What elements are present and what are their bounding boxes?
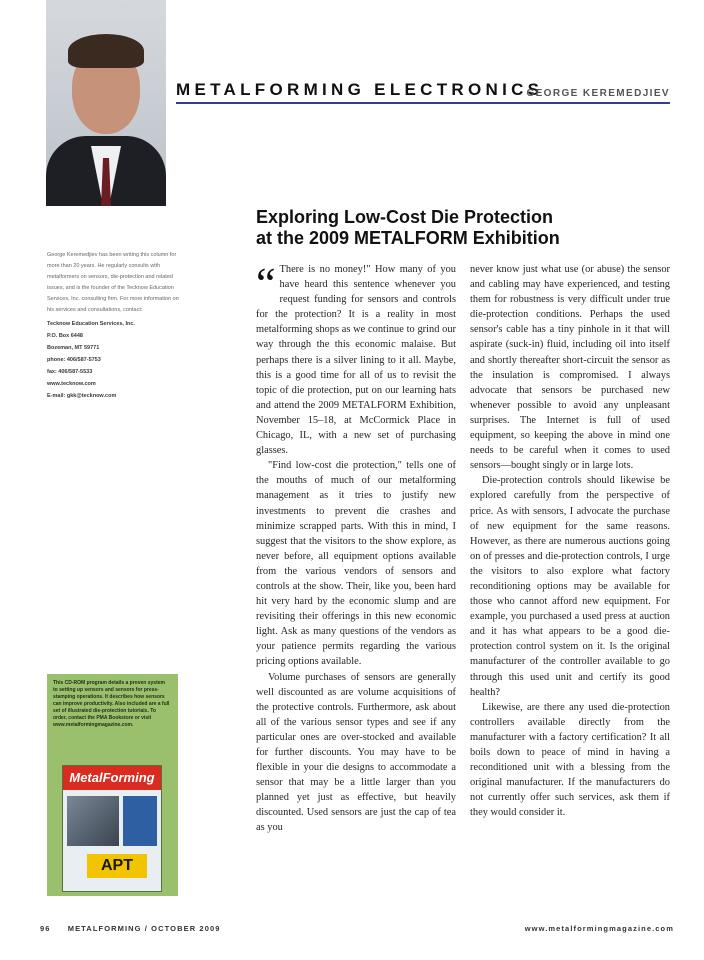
author-photo xyxy=(46,0,166,206)
article-column-1 xyxy=(256,259,456,836)
contact-city: Bozeman, MT 59771 xyxy=(47,345,100,351)
column-header xyxy=(176,76,670,104)
cover-logo: APT xyxy=(87,854,147,878)
page-number: 96 xyxy=(40,924,51,933)
footer-url-link[interactable]: www.metalformingmagazine.com xyxy=(524,924,674,933)
column-author: GEORGE KEREMEDJIEV xyxy=(526,88,670,99)
cover-block xyxy=(123,796,157,846)
bio-text: George Keremedjiev has been writing this column for more than 20 years. He regularly consults with metalformers on sensors, die-protection and related issues, and is the founder of the Tecknow Education Services, Inc. consulting firm. For more information on his services and consultations, contact: xyxy=(47,252,179,313)
paragraph: “ There is no money!" How many of you have heard this sentence whenever you request funding for sensors and controls for the protection? It is a reality in most metalforming shops as we continue to grind our way through the this economic malaise. But perhaps there is a silver lining to it all. Maybe, this is a good time for all of us to revisit the topic of die protection, put on our learning hats and attend the 2009 METALFORM Exhibition, November 15–18, at McCormick Place in Chicago, IL, with a new set of purchasing glasses. xyxy=(256,259,456,457)
drop-cap-quote: “ xyxy=(256,259,276,308)
headline-line-2: at the 2009 METALFORM Exhibition xyxy=(256,228,560,248)
publication-info: METALFORMING / OCTOBER 2009 xyxy=(67,924,221,933)
article-headline xyxy=(256,207,676,249)
contact-fax: fax: 406/587-5533 xyxy=(47,369,93,375)
cover-masthead: MetalForming xyxy=(63,766,161,790)
contact-company: Tecknow Education Services, Inc. xyxy=(47,321,135,327)
magazine-cover-image xyxy=(62,765,162,892)
article-column-2 xyxy=(470,262,670,820)
page-footer xyxy=(0,924,704,938)
paragraph: Likewise, are there any used die-protection controllers available directly from the manufacturer with a factory certification? It all boils down to peace of mind in having a reconditioned unit with a blessing from the original manufacturer. If the manufacturers do not currently offer such services, ask them if they would consider it. xyxy=(470,701,670,819)
promo-text: This CD-ROM program details a proven system to setting up sensors and sensors for press-stamping operations. It describes how sensors can improve productivity. Also included are a full set of illustrated die-protection tutorials. To order, contact the PMA Bookstore or visit www.metalformingmagazine.com. xyxy=(53,680,170,728)
paragraph: Die-protection controls should likewise be explored carefully from the perspective of price. As with sensors, I advocate the purchase of new equipment for the same reasons. However, as there are numerous auctions going on of presses and die-protection controls, I urge the visitors to also explore what factory reconditioning options may be available for those who cannot afford new equipment. For example, you purchased a used press at auction and it has what appears to be a good die-protection control system on it. Is the original manufacturer of the controller available to go through this used unit and certify its good health? xyxy=(470,475,670,698)
contact-website-link[interactable]: www.tecknow.com xyxy=(47,381,96,387)
paragraph: Volume purchases of sensors are generally well discounted as are volume acquisitions of the protective controls. Furthermore, ask about all of the various sensor types and see if any particular ones are over-stocked and available for further discounts. You may have to be flexible in your die designs to accommodate a sensor that may be a little larger than you planned yet just as effective, but heavily discounted. Used sensors are just the cap of tea as you xyxy=(256,671,456,834)
contact-email-link[interactable]: E-mail: gkk@tecknow.com xyxy=(47,393,117,399)
paragraph: never know just what use (or abuse) the sensor and cabling may have experienced, and testing them for robustness is very difficult under true die-protection conditions. Perhaps the used sensor's cable has a tiny pinhole in it that will aspirate (suck-in) fluid, including oil into itself and shortly thereafter short-circuit the sensor as the insulation is compromised. I always advocate that sensors be purchased new whenever possible to avoid any unpleasant surprises. The Internet is full of used equipment, so keeping the above in mind one needs to be careful when it comes to used sensors—bought singly or in large lots. xyxy=(470,264,670,472)
headline-line-1: Exploring Low-Cost Die Protection xyxy=(256,207,554,227)
footer-left xyxy=(40,924,221,933)
paragraph: "Find low-cost die protection," tells one of the mouths of much of our metalforming management as it tries to justify new investments to prevent die crashes and minimize scrapped parts. With this in mind, I suggest that the visitors to the show explore, as never before, all equipment options available from the various vendors of sensors and controls at the show. Their, like you, been hard hit very hard by the economic slump and are revisiting their offerings in this new economic light. Ask as many questions of the vendors as your patience permits regarding the various pricing options available. xyxy=(256,460,456,668)
promo-box xyxy=(47,674,178,896)
column-title: METALFORMING ELECTRONICS xyxy=(176,80,544,99)
contact-po-box: P.O. Box 6448 xyxy=(47,333,83,339)
cover-photo xyxy=(67,796,119,846)
author-bio xyxy=(47,250,182,402)
contact-phone: phone: 406/587-5753 xyxy=(47,357,101,363)
bio-contact xyxy=(47,318,182,402)
